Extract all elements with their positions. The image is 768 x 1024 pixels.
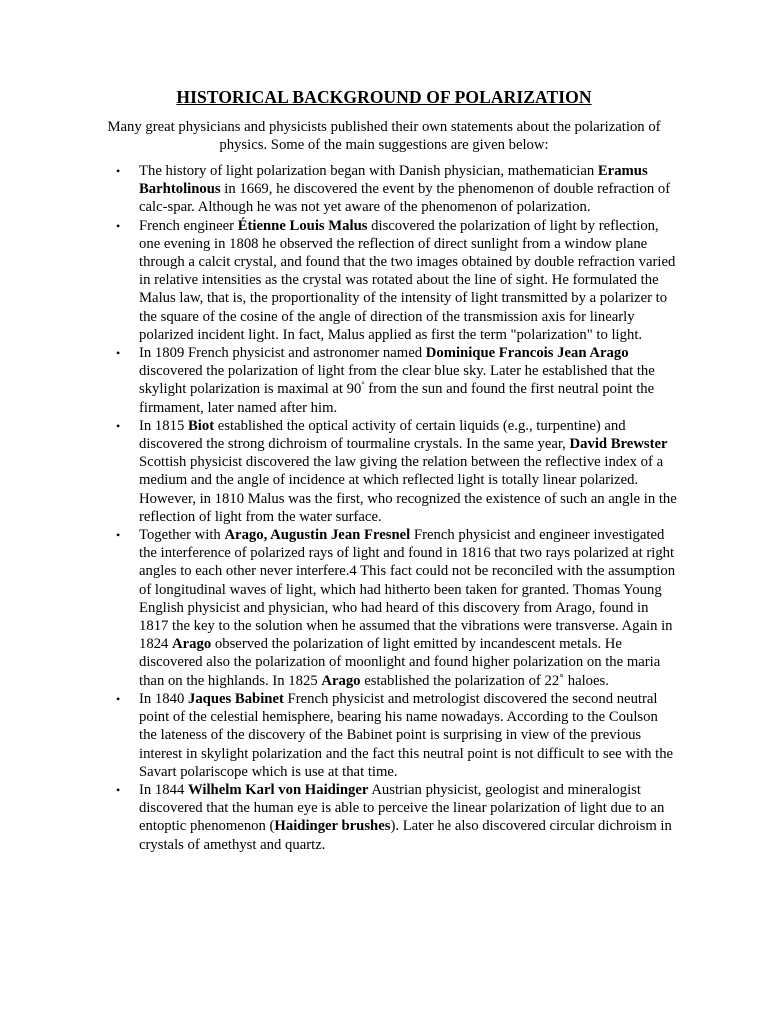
bold-name: Arago [172,636,212,653]
item-text: established the polarization of 22˚ haloes. [360,672,609,689]
item-text: In 1840 [139,690,188,707]
item-text: French engineer [139,217,238,234]
bullet-icon: • [116,691,121,706]
item-text: Austrian physicist, geologist and mineralogist discovered that the human eye is able to perceive the linear polarization of light due to an entoptic phenomenon ( [139,781,665,835]
bullet-icon: • [116,218,121,233]
list-item [116,690,677,781]
bold-name: Eramus Barhtolinous [139,163,648,198]
list-item [116,781,677,854]
item-text: Together with [139,527,225,544]
item-text: observed the polarization of light emitted by incandescent metals. He discovered also the polarization of moonlight and found higher polarization on the maria than on the highlands. In 1825 [139,636,661,689]
bullet-icon: • [116,782,121,797]
item-text: In 1815 [139,417,188,434]
item-text: from the sun and found the first neutral point the firmament, later named after him. [139,381,655,416]
intro-paragraph: Many great physicians and physicists published their own statements about the polarization of physics. Some of the main suggestions are given below: [107,119,661,154]
bold-name: Wilhelm Karl von Haidinger [187,781,369,798]
item-text: ° [361,380,365,390]
bold-name: Jaques Babinet [187,690,284,707]
bold-name: Dominique Francois Jean Arago [425,345,629,362]
item-text: ). Later he also discovered circular dichroism in crystals of amethyst and quartz. [139,818,672,853]
list-item [116,417,677,526]
bullet-icon: • [116,418,121,433]
item-text: In 1844 [139,781,188,798]
bold-name: David Brewster [569,436,668,453]
item-text: discovered the polarization of light from the clear blue sky. Later he established that the skylight polarization is maximal at 90 [139,363,655,398]
document-title: HISTORICAL BACKGROUND OF POLARIZATION [176,87,592,107]
item-text: French physicist and engineer investigated the interference of polarized rays of light and found in 1816 that two rays polarized at right angles to each other never interfere.4 This fact could not be reconciled with the assumption of longitudinal waves of light, which had hitherto been taken for granted. Thomas Young English physicist and physician, who had heard of this discovery from Arago, found in 1817 the key to the solution when he assumed that the vibrations were transverse. Again in 1824 [139,527,676,653]
item-text: French physicist and metrologist discovered the second neutral point of the celestial hemisphere, bearing his name nowadays. According to the Coulson the lateness of the discovery of the Babinet point is surprising in view of the previous interest in skylight polarization and the fact this neutral point is not difficult to see with the Savart polariscope which is use at that time. [139,690,674,780]
bullet-icon: • [116,164,121,178]
item-text: Scottish physicist discovered the law giving the relation between the reflective index of a medium and the angle of incidence at which reflected light is totally linear polarized. However, in 1810 Malus was the first, who recognized the existence of such an angle in the reflection of light from the water surface. [139,454,677,525]
bold-name: Arago, Augustin Jean Fresnel [224,527,411,544]
bold-name: Étienne Louis Malus [237,217,368,234]
item-text: in 1669, he discovered the event by the phenomenon of double refraction of calc-spar. Although he was not yet aware of the phenomenon of polarization. [139,181,671,216]
bold-name: Haidinger brushes [274,818,391,835]
item-text: discovered the polarization of light by reflection, one evening in 1808 he observed the reflection of direct sunlight from a window plane through a calcit crystal, and found that the two images obtained by double refraction varied in relative intensities as the crystal was rotated about the line of sight. He formulated the Malus law, that is, the proportionality of the intensity of light transmitted by a polarizer to the square of the cosine of the angle of direction of the transmission axis for linearly polarized incident light. In fact, Malus applied as first the term "polarization" to light. [139,217,676,343]
list-item [116,344,677,417]
list-item [116,162,677,217]
item-text: In 1809 French physicist and astronomer named [139,345,426,362]
list-item [116,526,677,690]
history-bullet-list [116,162,677,854]
item-text: The history of light polarization began with Danish physician, mathematician [139,163,598,179]
bold-name: Biot [187,417,215,434]
bold-name: Arago [321,672,361,689]
bullet-icon: • [116,528,121,543]
list-item [116,217,677,344]
bullet-icon: • [116,346,121,361]
item-text: established the optical activity of certain liquids (e.g., turpentine) and discovered the strong dichroism of tourmaline crystals. In the same year, [139,417,626,453]
